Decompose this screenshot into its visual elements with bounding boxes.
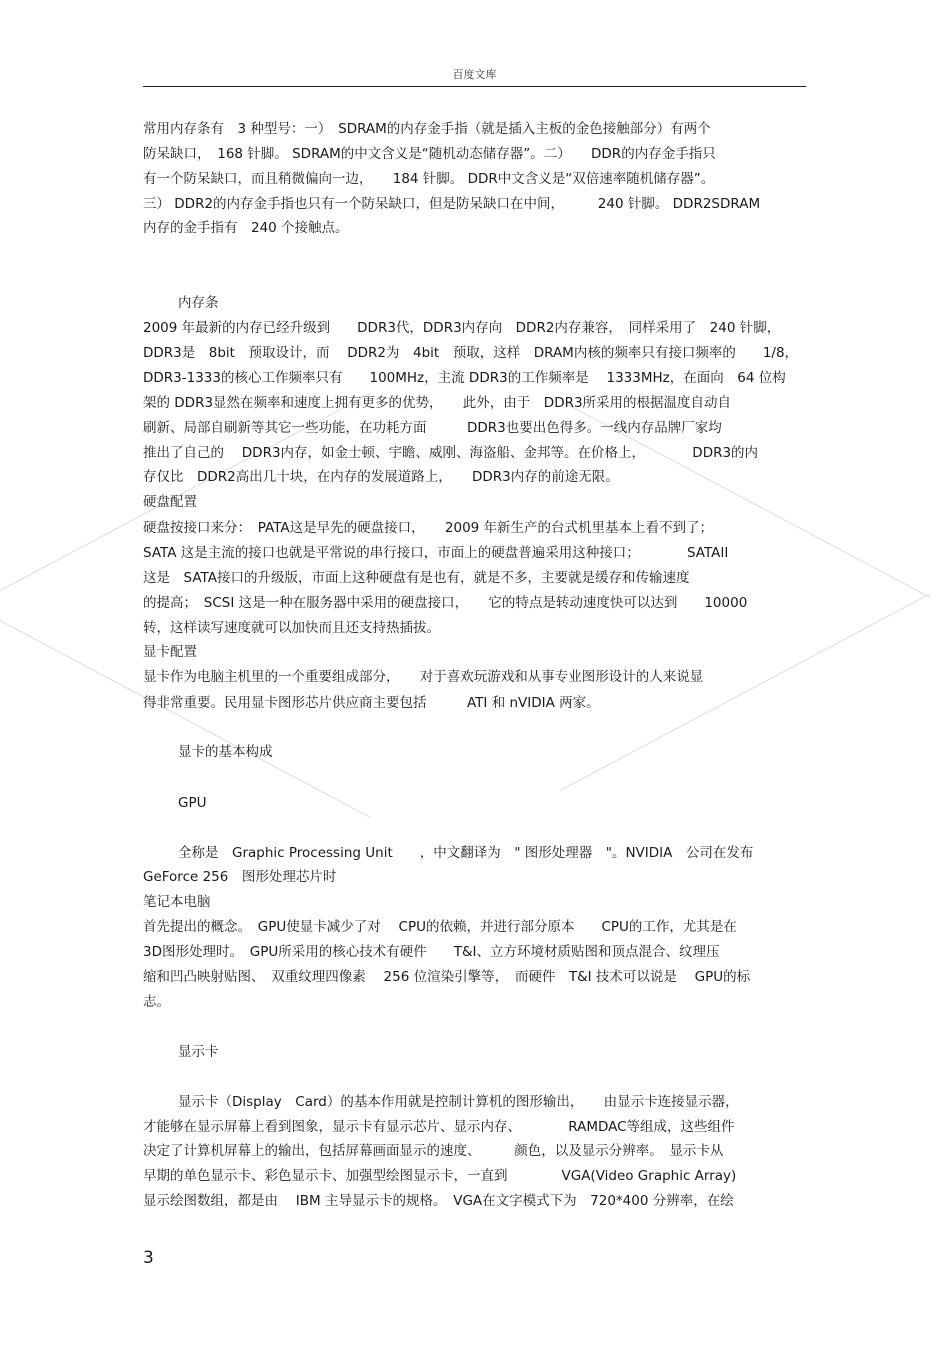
- body-text-line: 决定了计算机屏幕上的输出，包括屏幕画面显示的速度、 颜色，以及显示分辨率。 显示卡从: [143, 1143, 724, 1159]
- body-text-line: SATA 这是主流的接口也就是平常说的串行接口，市面上的硬盘普遍采用这种接口； SATAII: [143, 545, 729, 561]
- body-text-line: 推出了自己的 DDR3内存，如金士顿、宇瞻、威刚、海盗船、金邦等。在价格上， DDR3的内: [143, 445, 759, 461]
- body-text-line: 志。: [143, 994, 170, 1010]
- body-text-line: 早期的单色显示卡、彩色显示卡、加强型绘图显示卡，一直到 VGA(Video Graphic Array): [143, 1168, 737, 1184]
- body-text-line: 显卡作为电脑主机里的一个重要组成部分， 对于喜欢玩游戏和从事专业图形设计的人来说显: [143, 669, 704, 685]
- header-divider: [143, 86, 806, 87]
- body-text-line: 刷新、局部自刷新等其它一些功能，在功耗方面 DDR3也要出色得多。一线内存品牌厂家均: [143, 420, 722, 436]
- body-text-line: 首先提出的概念。 GPU使显卡减少了对 CPU的依赖，并进行部分原本 CPU的工作，尤其是在: [143, 919, 737, 935]
- body-text-line: 2009 年最新的内存已经升级到 DDR3代，DDR3内存向 DDR2内存兼容， 同样采用了 240 针脚，: [143, 320, 781, 336]
- body-text-line: 这是 SATA接口的升级版，市面上这种硬盘有是也有，就是不多，主要就是缓存和传输速度: [143, 570, 690, 586]
- body-text-line: 显示绘图数组，都是由 IBM 主导显示卡的规格。 VGA在文字模式下为 720*400 分辨率，在绘: [143, 1193, 734, 1209]
- body-text-line: 才能够在显示屏幕上看到图象，显示卡有显示芯片、显示内存、 RAMDAC等组成，这些组件: [143, 1119, 735, 1135]
- body-text-line: 硬盘按接口来分： PATA这是早先的硬盘接口， 2009 年新生产的台式机里基本上看不到了；: [143, 520, 714, 536]
- body-text-line: 常用内存条有 3 种型号：一） SDRAM的内存金手指（就是插入主板的金色接触部分）有两个: [143, 121, 711, 137]
- body-text-line: 全称是 Graphic Processing Unit ，中文翻译为 " 图形处理器 "。NVIDIA 公司在发布: [178, 845, 754, 861]
- body-text-line: 架的 DDR3显然在频率和速度上拥有更多的优势， 此外，由于 DDR3所采用的根据温度自动自: [143, 395, 732, 411]
- section-heading: 硬盘配置: [143, 494, 197, 510]
- body-text-line: 的提高； SCSI 这是一种在服务器中采用的硬盘接口， 它的特点是转动速度快可以达到 10000: [143, 595, 748, 611]
- body-text-line: DDR3是 8bit 预取设计，而 DDR2为 4bit 预取，这样 DRAM内核的频率只有接口频率的 1/8，: [143, 345, 799, 361]
- body-text-line: 内存的金手指有 240 个接触点。: [143, 220, 349, 236]
- body-text-line: 存仅比 DDR2高出几十块，在内存的发展道路上， DDR3内存的前途无限。: [143, 469, 619, 485]
- body-text-line: 笔记本电脑: [143, 894, 211, 910]
- section-heading: 显卡的基本构成: [178, 744, 273, 760]
- body-text-line: GeForce 256 图形处理芯片时: [143, 869, 337, 885]
- body-text-line: 显示卡（Display Card）的基本作用就是控制计算机的图形输出， 由显示卡连接显示器，: [178, 1094, 739, 1110]
- body-text-line: 转，这样读写速度就可以加快而且还支持热插拔。: [143, 620, 440, 636]
- section-heading: 显卡配置: [143, 644, 197, 660]
- section-heading: GPU: [178, 795, 207, 811]
- body-text-line: 三） DDR2的内存金手指也只有一个防呆缺口，但是防呆缺口在中间， 240 针脚。 DDR2SDRAM: [143, 196, 761, 212]
- body-text-line: 缩和凹凸映射贴图、 双重纹理四像素 256 位渲染引擎等， 而硬件 T&I 技术可以说是 GPU的标: [143, 969, 751, 985]
- page-header: 百度文库: [452, 68, 497, 81]
- section-heading: 内存条: [178, 295, 219, 311]
- body-text-line: 防呆缺口， 168 针脚。 SDRAM的中文含义是“随机动态储存器”。二） DDR的内存金手指只: [143, 146, 716, 162]
- body-text-line: 3D图形处理时。 GPU所采用的核心技术有硬件 T&I、立方环境材质贴图和顶点混合、纹理压: [143, 944, 720, 960]
- body-text-line: 得非常重要。民用显卡图形芯片供应商主要包括 ATI 和 nVIDIA 两家。: [143, 695, 600, 711]
- body-text-line: DDR3-1333的核心工作频率只有 100MHz，主流 DDR3的工作频率是 1333MHz，在面向 64 位构: [143, 370, 786, 386]
- watermark-line: [560, 593, 931, 791]
- page-number: 3: [143, 1248, 154, 1268]
- section-heading: 显示卡: [178, 1044, 219, 1060]
- body-text-line: 有一个防呆缺口，而且稍微偏向一边， 184 针脚。 DDR中文含义是“双倍速率随机储存器”。: [143, 171, 715, 187]
